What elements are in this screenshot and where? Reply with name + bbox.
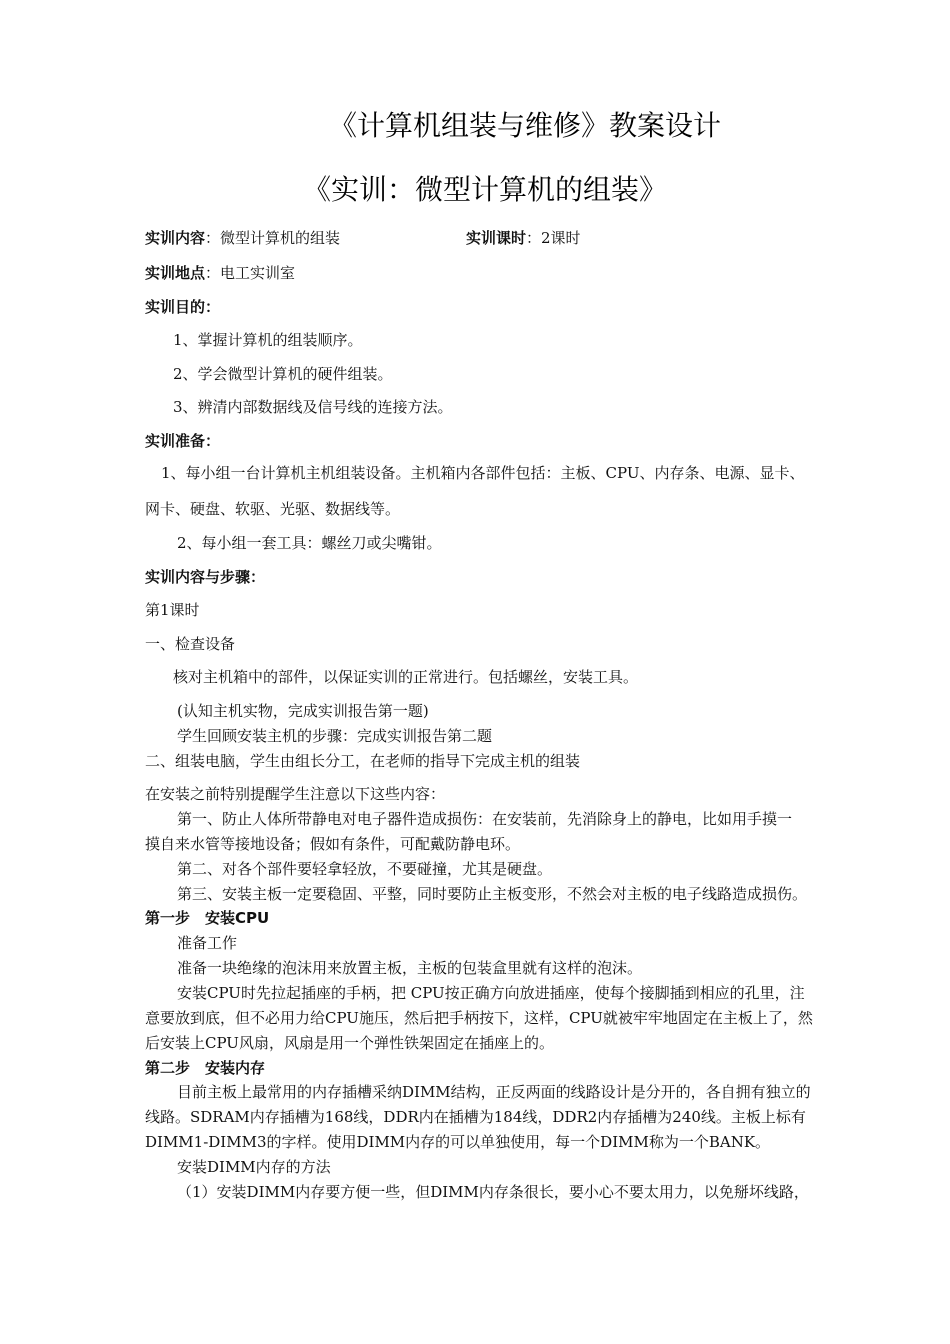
- content-row: [145, 227, 340, 249]
- step-2-para-1c: DIMM1-DIMM3的字样。使用DIMM内存的可以单独使用，每一个DIMM称为一个BANK。: [145, 1133, 771, 1151]
- note-1-line-b: 摸自来水管等接地设备；假如有条件，可配戴防静电环。: [145, 835, 521, 853]
- prep-line-1: 1、每小组一台计算机主机组装设备。主机箱内各部件包括：主板、CPU、内存条、电源、显卡、: [161, 464, 805, 482]
- step-1-heading: 第一步 安装CPU: [145, 909, 270, 927]
- content-value: ：微型计算机的组装: [205, 229, 341, 247]
- goal-item-3: 3、辨清内部数据线及信号线的连接方法。: [173, 398, 453, 416]
- step-1-para-1: 准备工作: [177, 934, 238, 952]
- step-2-para-3: （1）安装DIMM内存要方便一些，但DIMM内存条很长，要小心不要太用力，以免掰坏线路，: [177, 1183, 809, 1201]
- step-1-para-3b: 意要放到底，但不必用力给CPU施压，然后把手柄按下，这样，CPU就被牢牢地固定在主板上了，然: [145, 1009, 813, 1027]
- step-2-para-1b: 线路。SDRAM内存插槽为168线，DDR内在插槽为184线，DDR2内存插槽为240线。主板上标有: [145, 1108, 806, 1126]
- step-1-para-3c: 后安装上CPU风扇，风扇是用一个弹性铁架固定在插座上的。: [145, 1034, 554, 1052]
- document-subtitle: 《实训：微型计算机的组装》: [302, 173, 667, 206]
- place-row: [145, 262, 295, 284]
- note-1-line-a: 第一、防止人体所带静电对电子器件造成损伤：在安装前，先消除身上的静电，比如用手摸一: [177, 810, 793, 828]
- note-3: 第三、安装主板一定要稳固、平整，同时要防止主板变形，不然会对主板的电子线路造成损伤。: [177, 885, 808, 903]
- content-label: 实训内容: [145, 229, 206, 247]
- prep-heading: 实训准备：: [145, 432, 221, 450]
- goal-item-1: 1、掌握计算机的组装顺序。: [173, 331, 363, 349]
- prep-line-1b: 网卡、硬盘、软驱、光驱、数据线等。: [145, 500, 401, 518]
- note-2: 第二、对各个部件要轻拿轻放，不要碰撞，尤其是硬盘。: [177, 860, 553, 878]
- section-1-para-2: (认知主机实物，完成实训报告第一题): [177, 702, 429, 720]
- place-value: ：电工实训室: [205, 264, 296, 282]
- step-2-heading: 第二步 安装内存: [145, 1059, 266, 1077]
- step-2-para-1a: 目前主板上最常用的内存插槽采纳DIMM结构，正反两面的线路设计是分开的，各自拥有独立的: [177, 1083, 811, 1101]
- step-2-para-2: 安装DIMM内存的方法: [177, 1158, 331, 1176]
- lesson-label: 第1课时: [145, 601, 200, 619]
- section-1-para-3: 学生回顾安装主机的步骤：完成实训报告第二题: [177, 727, 493, 745]
- goal-heading: 实训目的：: [145, 298, 221, 316]
- prep-line-2: 2、每小组一套工具：螺丝刀或尖嘴钳。: [177, 534, 442, 552]
- goal-item-2: 2、学会微型计算机的硬件组装。: [173, 365, 393, 383]
- section-1-para-1: 核对主机箱中的部件，以保证实训的正常进行。包括螺丝，安装工具。: [173, 668, 639, 686]
- steps-heading: 实训内容与步骤：: [145, 568, 266, 586]
- step-1-para-2: 准备一块绝缘的泡沫用来放置主板，主板的包装盒里就有这样的泡沫。: [177, 959, 643, 977]
- step-1-para-3a: 安装CPU时先拉起插座的手柄，把 CPU按正确方向放进插座，使每个接脚插到相应的孔里，注: [177, 984, 805, 1002]
- hours-label: 实训课时: [466, 229, 527, 247]
- section-2-intro: 在安装之前特别提醒学生注意以下这些内容：: [145, 785, 446, 803]
- section-2-heading: 二、组装电脑，学生由组长分工，在老师的指导下完成主机的组装: [145, 752, 581, 770]
- hours-row: [466, 227, 581, 249]
- place-label: 实训地点: [145, 264, 206, 282]
- hours-value: ：2课时: [526, 229, 581, 247]
- document-title: 《计算机组装与维修》教案设计: [328, 109, 721, 142]
- section-1-heading: 一、检查设备: [145, 635, 236, 653]
